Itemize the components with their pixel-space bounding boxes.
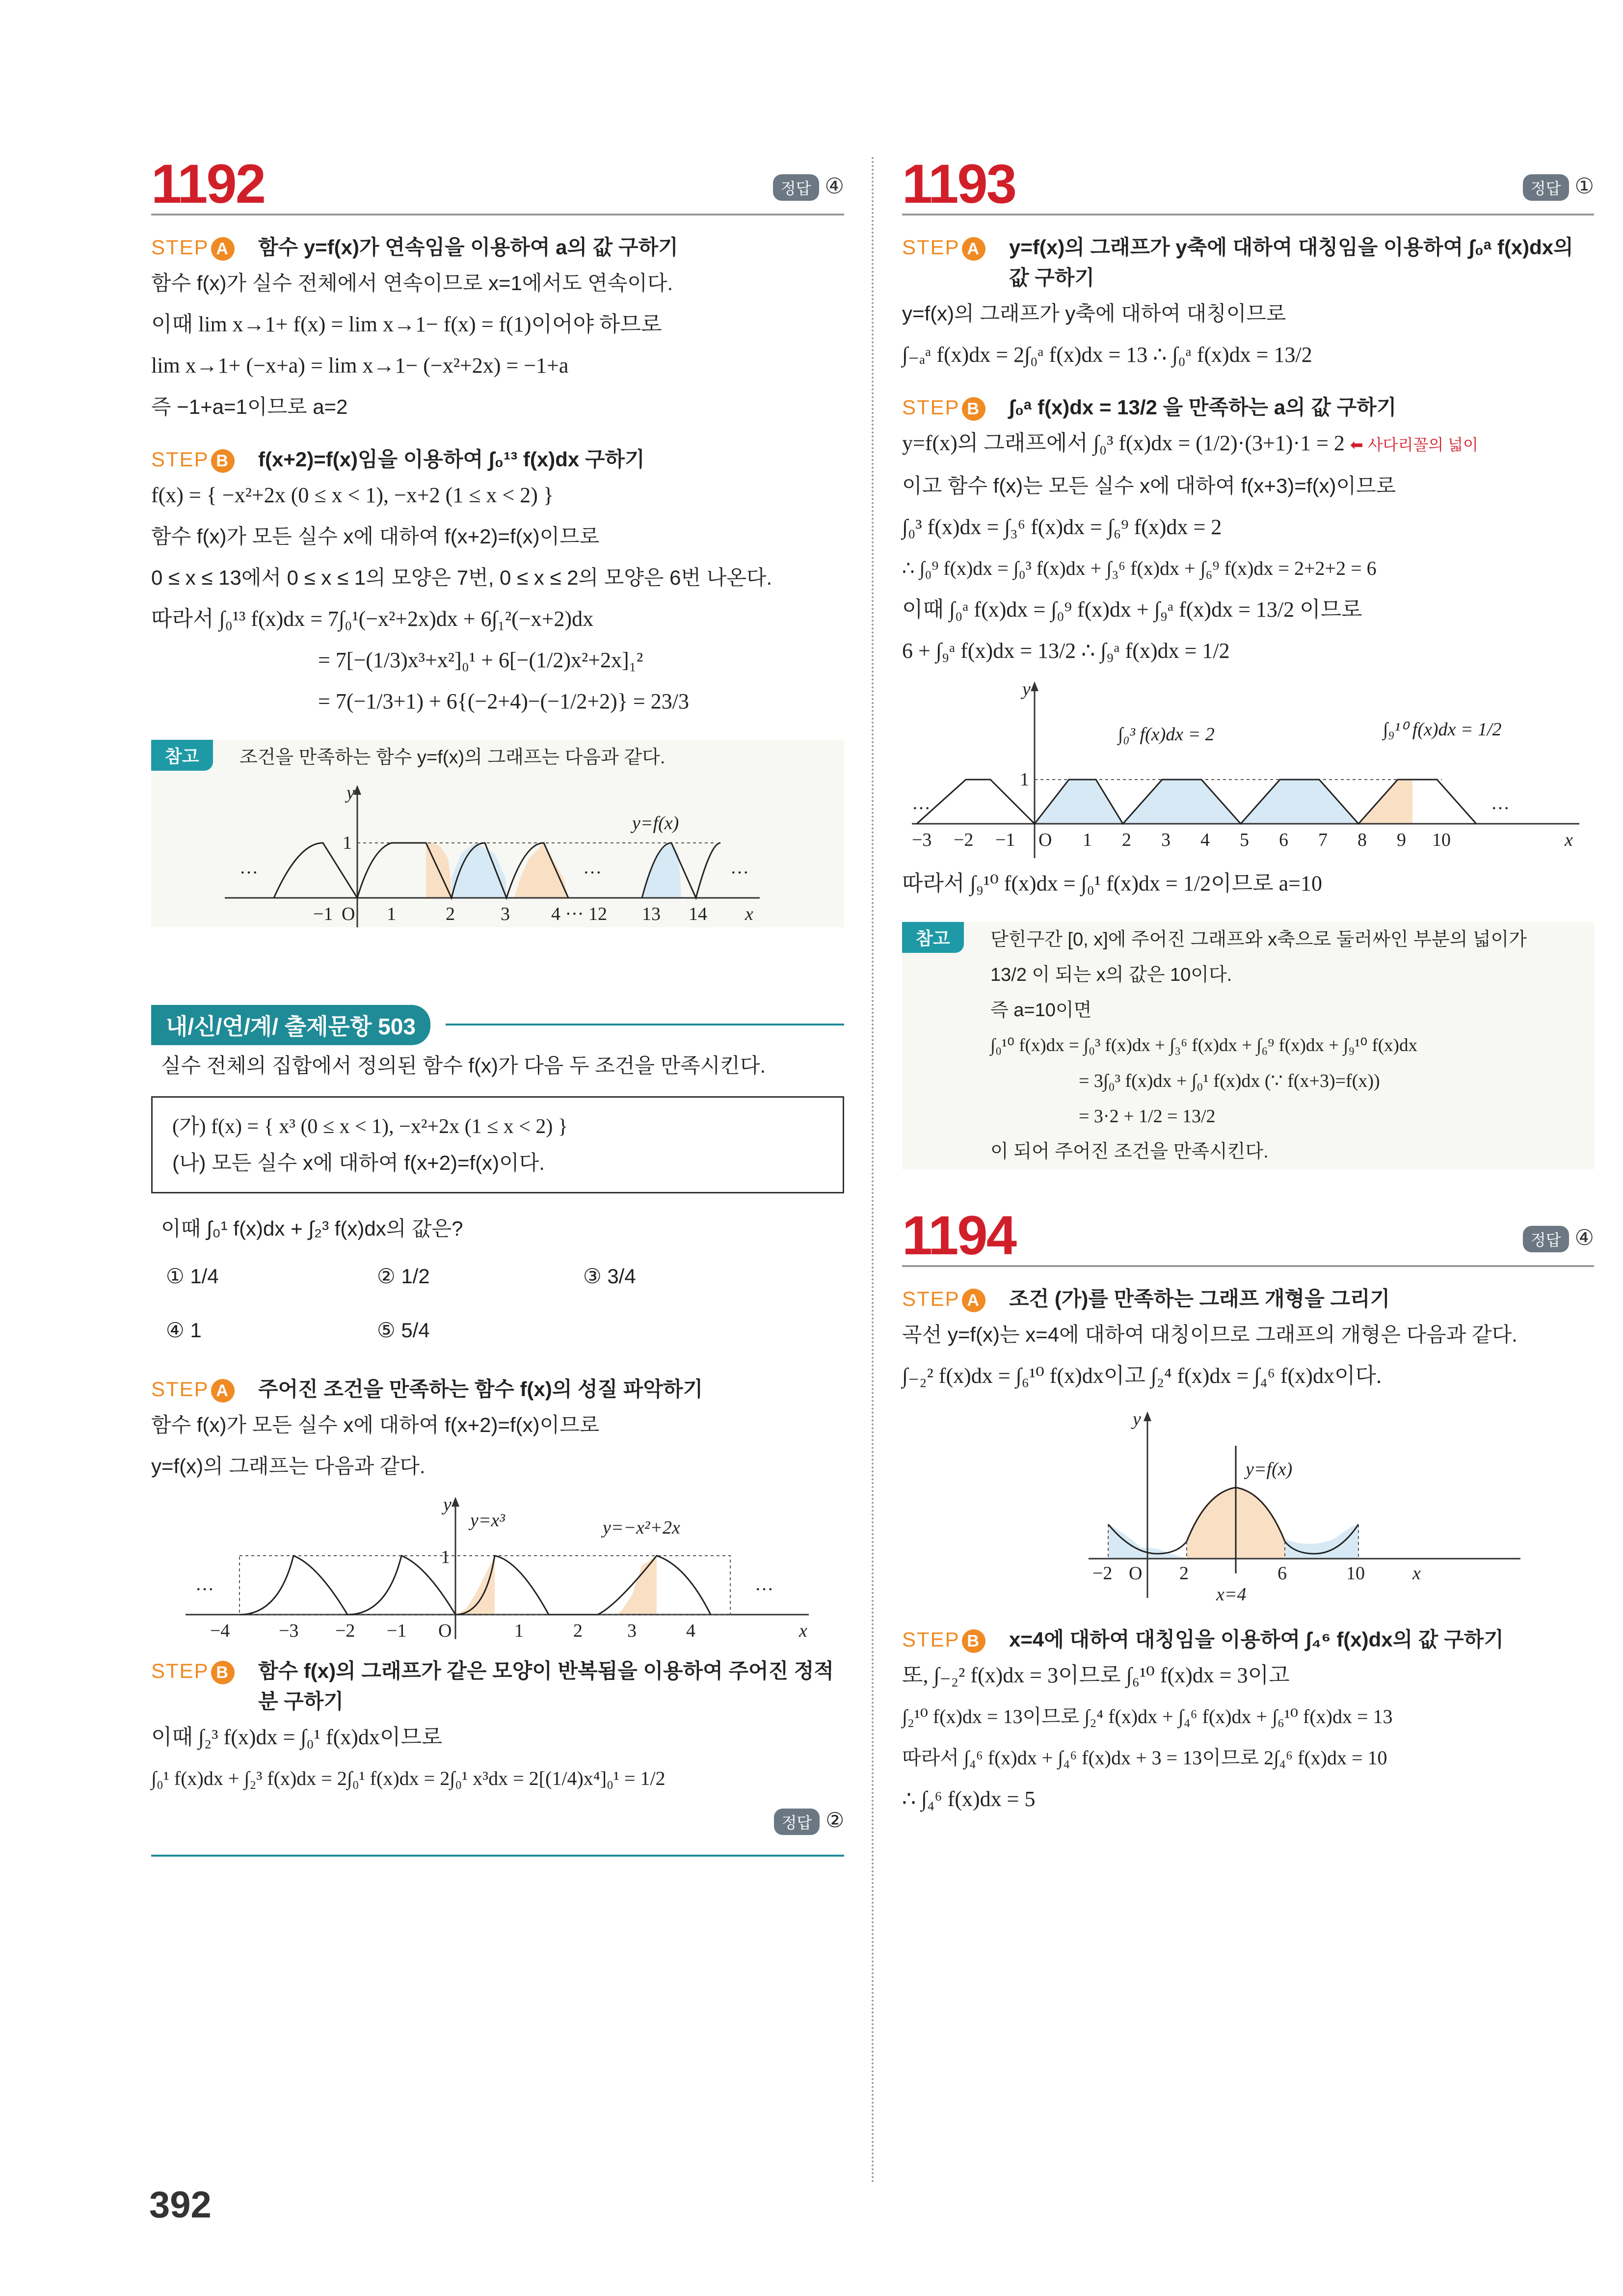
solution-line: 이때 ∫₀ᵃ f(x)dx = ∫₀⁹ f(x)dx + ∫₉ᵃ f(x)dx = 13/2 이므로	[902, 597, 1362, 621]
graph-1194	[902, 1402, 1589, 1608]
shaded-region	[1241, 780, 1358, 824]
tick-label: 3	[501, 904, 510, 924]
solution-line: ∴ ∫₀⁹ f(x)dx = ∫₀³ f(x)dx + ∫₃⁶ f(x)dx + ∫₆⁹ f(x)dx = 2+2+2 = 6	[902, 557, 1377, 579]
step-a	[151, 232, 844, 263]
curve	[239, 1556, 455, 1615]
answer-badge: 정답	[1523, 1226, 1569, 1252]
graph-1193	[902, 676, 1589, 863]
step-b	[902, 1624, 1594, 1655]
problem-header-1192	[151, 147, 844, 216]
step-b	[151, 1656, 844, 1717]
solution-line: y=f(x)의 그래프에서 ∫₀³ f(x)dx = (1/2)·(3+1)·1 = 2 ⬅ 사다리꼴의 넓이	[902, 431, 1478, 455]
problem-header-1193	[902, 147, 1594, 216]
section-end-line	[151, 1855, 844, 1857]
solution-line: y=f(x)의 그래프는 다음과 같다.	[151, 1455, 426, 1478]
func2-label: y=−x²+2x	[603, 1517, 680, 1538]
x-label: x	[745, 904, 753, 924]
solution-line: ∫₀³ f(x)dx = ∫₃⁶ f(x)dx = ∫₆⁹ f(x)dx = 2	[902, 515, 1222, 539]
tick-label: 14	[689, 904, 707, 924]
shaded-region	[1081, 780, 1123, 824]
graph-503	[151, 1492, 838, 1639]
step-title: 함수 f(x)의 그래프가 같은 모양이 반복됨을 이용하여 주어진 정적분 구하기	[258, 1659, 834, 1713]
choice-3[interactable]: ③ 3/4	[583, 1265, 636, 1288]
solution-line: ∴ ∫₄⁶ f(x)dx = 5	[902, 1787, 1036, 1811]
note-tag: 참고	[902, 922, 964, 953]
step-title: 조건 (가)를 만족하는 그래프 개형을 그리기	[1009, 1287, 1390, 1310]
step-letter-badge: B	[962, 1629, 985, 1653]
solution-line: ∫₀¹ f(x)dx + ∫₂³ f(x)dx = 2∫₀¹ f(x)dx = 2∫₀¹ x³dx = 2[(1/4)x⁴]₀¹ = 1/2	[151, 1767, 665, 1789]
tick-label: 13	[642, 904, 661, 924]
ellipsis: …	[755, 1574, 773, 1594]
step-letter-badge: A	[211, 1379, 235, 1403]
solution-line: 0 ≤ x ≤ 13에서 0 ≤ x ≤ 1의 모양은 7번, 0 ≤ x ≤ 2의 모양은 6번 나온다.	[151, 566, 772, 589]
step-label: STEP B	[902, 1624, 985, 1655]
tick-label: 3	[627, 1621, 637, 1639]
reference-note	[902, 922, 1594, 1169]
step-title: y=f(x)의 그래프가 y축에 대하여 대칭임을 이용하여 ∫₀ᵃ f(x)dx의 값 구하기	[1009, 236, 1573, 289]
step-a	[902, 1284, 1594, 1314]
step-title: f(x+2)=f(x)임을 이용하여 ∫₀¹³ f(x)dx 구하기	[258, 448, 645, 471]
solution-line: 함수 f(x)가 실수 전체에서 연속이므로 x=1에서도 연속이다.	[151, 271, 673, 295]
note-line: 13/2 이 되는 x의 값은 10이다.	[990, 965, 1232, 985]
ellipsis: …	[1491, 793, 1510, 813]
right-column	[902, 147, 1594, 1820]
step-label: STEP A	[151, 1374, 235, 1405]
answer-value: ①	[1574, 174, 1594, 198]
tick-label: 10	[1346, 1563, 1365, 1584]
one-label: 1	[343, 833, 352, 853]
conclusion-line: 따라서 ∫₉¹⁰ f(x)dx = ∫₀¹ f(x)dx = 1/2이므로 a=10	[902, 871, 1322, 895]
step-label: STEP A	[902, 232, 985, 263]
origin-label: O	[438, 1621, 452, 1639]
problem-number: 1194	[902, 1205, 1015, 1266]
choice-1[interactable]: ① 1/4	[166, 1265, 219, 1288]
step-letter-badge: A	[962, 1289, 985, 1312]
step-title: 주어진 조건을 만족하는 함수 f(x)의 성질 파악하기	[258, 1378, 703, 1401]
step-title: ∫₀ᵃ f(x)dx = 13/2 을 만족하는 a의 값 구하기	[1009, 396, 1397, 419]
func-label: y=f(x)	[632, 813, 679, 834]
step-label: STEP A	[902, 1284, 985, 1314]
step-letter-badge: B	[211, 449, 235, 473]
y-label: y	[346, 783, 355, 803]
one-label: 1	[1020, 769, 1029, 790]
tick-label: 4	[1200, 830, 1210, 850]
shaded-region	[1358, 780, 1412, 824]
left-column	[151, 147, 844, 1857]
tick-label: 6	[1279, 830, 1288, 850]
solution-line: 함수 f(x)가 모든 실수 x에 대하여 f(x+2)=f(x)이므로	[151, 525, 600, 548]
note-line: = 3∫₀³ f(x)dx + ∫₀¹ f(x)dx (∵ f(x+3)=f(x))	[1079, 1071, 1380, 1091]
graph-1192	[151, 780, 789, 927]
answer-value: ④	[1574, 1226, 1594, 1250]
note-line: 닫힌구간 [0, x]에 주어진 그래프와 x축으로 둘러싸인 부분의 넓이가	[990, 929, 1527, 950]
step-a	[151, 1374, 844, 1405]
question-ask: 이때 ∫₀¹ f(x)dx + ∫₂³ f(x)dx의 값은?	[161, 1217, 463, 1240]
answer-value: ②	[825, 1809, 844, 1832]
solution-line: 이고 함수 f(x)는 모든 실수 x에 대하여 f(x+3)=f(x)이므로	[902, 474, 1396, 497]
solution-line: 곡선 y=f(x)는 x=4에 대하여 대칭이므로 그래프의 개형은 다음과 같다.	[902, 1323, 1517, 1346]
tick-label: −4	[210, 1621, 230, 1639]
solution-line: 이때 ∫₂³ f(x)dx = ∫₀¹ f(x)dx이므로	[151, 1725, 443, 1749]
condition-box	[151, 1096, 844, 1193]
answer-choices	[151, 1249, 844, 1357]
naesin-line	[446, 1024, 844, 1026]
piecewise-definition: f(x) = { −x²+2x (0 ≤ x < 1), −x+2 (1 ≤ x < 2) }	[151, 483, 554, 507]
step-label: STEP B	[902, 392, 985, 423]
step-a	[902, 232, 1594, 293]
step-title: x=4에 대하여 대칭임을 이용하여 ∫₄⁶ f(x)dx의 값 구하기	[1009, 1628, 1504, 1651]
ellipsis: …	[239, 857, 258, 878]
ellipsis: …	[912, 793, 931, 813]
tick-label: −2	[954, 830, 974, 850]
tick-label: −1	[995, 830, 1015, 850]
axis-label: x=4	[1216, 1584, 1247, 1605]
tick-label: 4 ··· 12	[551, 904, 607, 924]
origin-label: O	[1038, 830, 1052, 850]
question-text: 실수 전체의 집합에서 정의된 함수 f(x)가 다음 두 조건을 만족시킨다.	[161, 1054, 766, 1077]
naesin-header	[151, 1001, 844, 1045]
shaded-region	[514, 843, 568, 898]
solution-line: = 7(−1/3+1) + 6{(−2+4)−(−1/2+2)} = 23/3	[318, 689, 689, 713]
tick-label: 1	[387, 904, 396, 924]
note-tag: 참고	[151, 740, 213, 771]
problem-number: 1193	[902, 153, 1015, 215]
tick-label: −2	[1092, 1563, 1113, 1584]
answer-tag	[1523, 1225, 1594, 1252]
x-label: x	[1412, 1563, 1421, 1584]
x-label: x	[1565, 830, 1573, 850]
condition-na: (나) 모든 실수 x에 대하여 f(x+2)=f(x)이다.	[172, 1151, 545, 1174]
answer-badge: 정답	[774, 1809, 820, 1835]
solution-line: ∫₋₂² f(x)dx = ∫₆¹⁰ f(x)dx이고 ∫₂⁴ f(x)dx = ∫₄⁶ f(x)dx이다.	[902, 1364, 1382, 1388]
tick-label: 5	[1240, 830, 1249, 850]
solution-line: 따라서 ∫₀¹³ f(x)dx = 7∫₀¹(−x²+2x)dx + 6∫₁²(−x+2)dx	[151, 607, 594, 631]
y-label: y	[1133, 1409, 1141, 1430]
answer-value: ④	[825, 174, 844, 198]
ellipsis: …	[583, 857, 602, 878]
tick-label: 3	[1161, 830, 1171, 850]
tick-label: −1	[313, 904, 333, 924]
naesin-title: 내/신/연/계/ 출제문항 503	[151, 1005, 430, 1045]
shaded-region	[617, 1556, 657, 1615]
step-title: 함수 y=f(x)가 연속임을 이용하여 a의 값 구하기	[258, 236, 678, 259]
integral-label-2: ∫₉¹⁰ f(x)dx = 1/2	[1383, 719, 1502, 740]
solution-line: = 7[−(1/3)x³+x²]₀¹ + 6[−(1/2)x²+2x]₁²	[318, 648, 643, 672]
shaded-region	[1123, 780, 1241, 824]
tick-label: 9	[1397, 830, 1406, 850]
solution-line: 이때 lim x→1+ f(x) = lim x→1− f(x) = f(1)이어야 하므로	[151, 312, 662, 336]
tick-label: 2	[1122, 830, 1131, 850]
origin-label: O	[342, 904, 355, 924]
solution-line: 또, ∫₋₂² f(x)dx = 3이므로 ∫₆¹⁰ f(x)dx = 3이고	[902, 1663, 1290, 1687]
tick-label: −3	[279, 1621, 299, 1639]
y-label: y	[443, 1494, 452, 1515]
tick-label: 1	[514, 1621, 524, 1639]
tick-label: 10	[1432, 830, 1451, 850]
step-label: STEP B	[151, 444, 235, 475]
tick-label: 4	[686, 1621, 695, 1639]
answer-tag	[773, 174, 844, 201]
problem-number: 1192	[151, 153, 265, 215]
tick-label: −2	[335, 1621, 355, 1639]
solution-line: ∫₋ₐᵃ f(x)dx = 2∫₀ᵃ f(x)dx = 13 ∴ ∫₀ᵃ f(x)dx = 13/2	[902, 343, 1312, 367]
solution-line: lim x→1+ (−x+a) = lim x→1− (−x²+2x) = −1+a	[151, 353, 569, 378]
solution-line: 즉 −1+a=1이므로 a=2	[151, 395, 348, 418]
step-letter-badge: B	[211, 1661, 235, 1684]
ellipsis: …	[195, 1574, 214, 1594]
solution-line: 따라서 ∫₄⁶ f(x)dx + ∫₄⁶ f(x)dx + 3 = 13이므로 2∫₄⁶ f(x)dx = 10	[902, 1747, 1387, 1769]
note-line: 즉 a=10이면	[990, 1000, 1092, 1021]
choice-2[interactable]: ② 1/2	[377, 1265, 430, 1288]
reference-note	[151, 740, 844, 927]
note-line: 이 되어 주어진 조건을 만족시킨다.	[990, 1141, 1269, 1162]
tick-label: 6	[1277, 1563, 1287, 1584]
step-b	[902, 392, 1594, 423]
step-letter-badge: B	[962, 397, 985, 421]
step-label: STEP A	[151, 232, 235, 263]
answer-badge: 정답	[773, 174, 819, 201]
tick-label: 1	[1083, 830, 1092, 850]
answer-tag	[151, 1808, 844, 1835]
solution-line: ∫₂¹⁰ f(x)dx = 13이므로 ∫₂⁴ f(x)dx + ∫₄⁶ f(x)dx + ∫₆¹⁰ f(x)dx = 13	[902, 1705, 1393, 1728]
func-label: y=f(x)	[1246, 1459, 1293, 1480]
func1-label: y=x³	[470, 1510, 505, 1531]
solution-line: y=f(x)의 그래프가 y축에 대하여 대칭이므로	[902, 302, 1286, 325]
trapezoid-note: ⬅ 사다리꼴의 넓이	[1350, 436, 1478, 454]
origin-label: O	[1129, 1563, 1143, 1584]
shaded-region	[1035, 780, 1081, 824]
step-label: STEP B	[151, 1656, 235, 1686]
solution-line: 함수 f(x)가 모든 실수 x에 대하여 f(x+2)=f(x)이므로	[151, 1413, 600, 1436]
column-divider	[872, 157, 874, 2185]
condition-ga: (가) f(x) = { x³ (0 ≤ x < 1), −x²+2x (1 ≤ x < 2) }	[172, 1115, 568, 1138]
tick-label: −3	[912, 830, 932, 850]
answer-badge: 정답	[1523, 174, 1569, 201]
tick-label: 8	[1357, 830, 1367, 850]
page-number: 392	[149, 2184, 212, 2226]
problem-header-1194	[902, 1199, 1594, 1267]
note-line: = 3·2 + 1/2 = 13/2	[1079, 1106, 1216, 1127]
solution-line: 6 + ∫₉ᵃ f(x)dx = 13/2 ∴ ∫₉ᵃ f(x)dx = 1/2	[902, 639, 1230, 663]
note-line: ∫₀¹⁰ f(x)dx = ∫₀³ f(x)dx + ∫₃⁶ f(x)dx + ∫₆⁹ f(x)dx + ∫₉¹⁰ f(x)dx	[990, 1035, 1417, 1055]
note-text: 조건을 만족하는 함수 y=f(x)의 그래프는 다음과 같다.	[239, 747, 665, 768]
integral-label-1: ∫₀³ f(x)dx = 2	[1118, 724, 1215, 745]
choice-4[interactable]: ④ 1	[166, 1319, 202, 1342]
answer-tag	[1523, 174, 1594, 201]
step-letter-badge: A	[211, 237, 235, 261]
tick-label: −1	[387, 1621, 407, 1639]
tick-label: 2	[573, 1621, 583, 1639]
ellipsis: …	[730, 857, 749, 878]
tick-label: 2	[446, 904, 455, 924]
tick-label: 7	[1318, 830, 1328, 850]
tick-label: 2	[1179, 1563, 1189, 1584]
one-label: 1	[441, 1547, 450, 1567]
x-label: x	[799, 1621, 807, 1639]
step-b	[151, 444, 844, 475]
step-letter-badge: A	[962, 237, 985, 261]
y-label: y	[1022, 679, 1031, 700]
choice-5[interactable]: ⑤ 5/4	[377, 1319, 430, 1342]
